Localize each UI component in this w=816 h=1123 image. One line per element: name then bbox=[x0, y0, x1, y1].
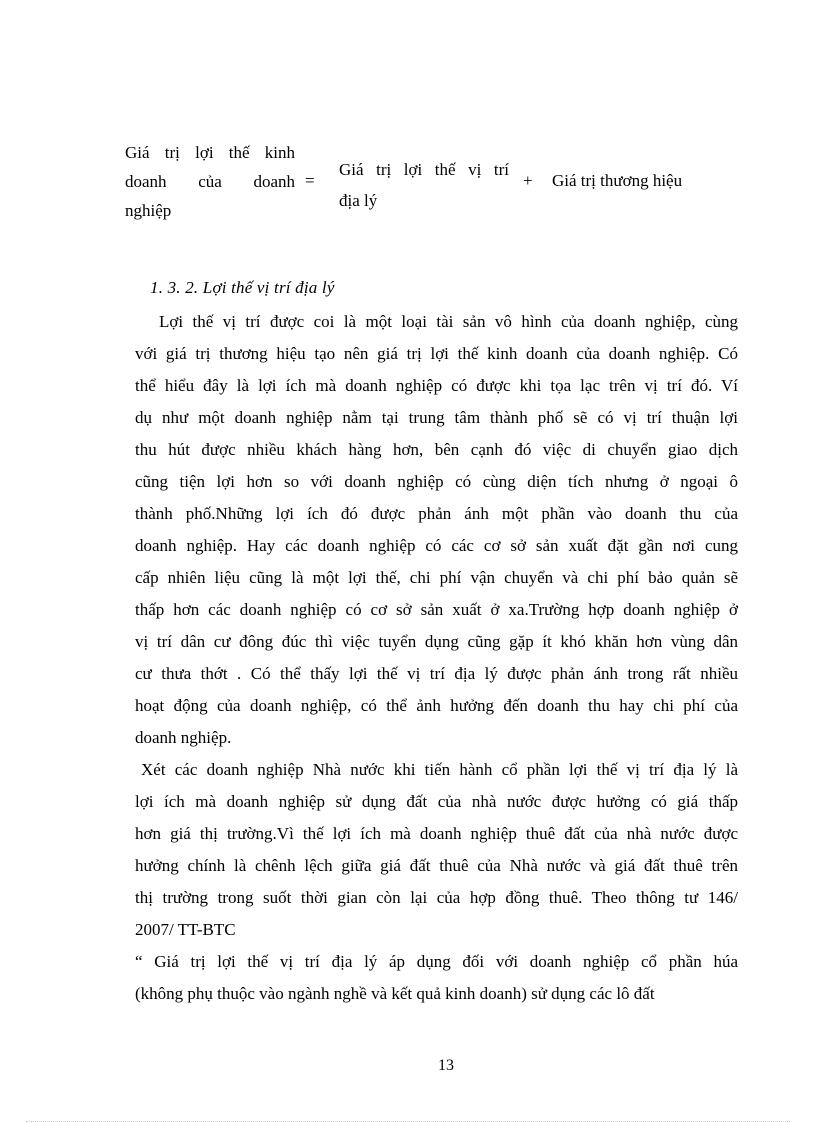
page-bottom-border bbox=[26, 1121, 790, 1122]
formula-lhs bbox=[125, 138, 295, 225]
body-line: 2007/ TT-BTC bbox=[135, 920, 236, 939]
formula-term-brand: Giá trị thương hiệu bbox=[552, 171, 683, 190]
body-line: hoạt động của doanh nghiệp, có thể ảnh hưởng đến doanh thu hay chi phí của bbox=[135, 696, 738, 715]
body-line: hưởng chính là chênh lệch giữa giá đất thuê của Nhà nước và giá đất thuê trên bbox=[135, 856, 738, 875]
body-line: doanh nghiệp. bbox=[135, 728, 232, 747]
formula-lhs-line: nghiệp bbox=[125, 201, 172, 220]
formula-block bbox=[125, 138, 725, 238]
body-line: thu hút được nhiều khách hàng hơn, bên cạnh đó việc di chuyển giao dịch bbox=[135, 440, 738, 459]
body-line: cũng tiện lợi hơn so với doanh nghiệp có cùng diện tích nhưng ở ngoại ô bbox=[135, 472, 738, 491]
body-line: doanh nghiệp. Hay các doanh nghiệp có các cơ sở sản xuất đặt gần nơi cung bbox=[135, 536, 738, 555]
formula-mid-line: Giá trị lợi thế vị trí bbox=[339, 160, 509, 179]
body-line: “ Giá trị lợi thế vị trí địa lý áp dụng đối với doanh nghiệp cổ phần húa bbox=[135, 952, 738, 971]
body-line: dụ như một doanh nghiệp nằm tại trung tâm thành phố sẽ có vị trí thuận lợi bbox=[135, 408, 738, 427]
body-text bbox=[135, 306, 738, 1010]
body-line: cư thưa thớt . Có thể thấy lợi thế vị trí địa lý được phản ánh trong rất nhiều bbox=[135, 664, 738, 683]
plus-sign: + bbox=[523, 171, 533, 190]
body-line: thể hiểu đây là lợi ích mà doanh nghiệp có được khi tọa lạc trên vị trí đó. Ví bbox=[135, 376, 738, 395]
body-line: thị trường trong suốt thời gian còn lại của hợp đồng thuê. Theo thông tư 146/ bbox=[135, 888, 738, 907]
body-line: thành phố.Những lợi ích đó được phản ánh một phần vào doanh thu của bbox=[135, 504, 738, 523]
body-line: (không phụ thuộc vào ngành nghề và kết quả kinh doanh) sử dụng các lô đất bbox=[135, 984, 655, 1003]
formula-term-location bbox=[339, 154, 509, 216]
section-heading: 1. 3. 2. Lợi thế vị trí địa lý bbox=[150, 278, 335, 297]
page-number: 13 bbox=[438, 1057, 454, 1074]
equals-sign: = bbox=[305, 171, 315, 190]
body-line: lợi ích mà doanh nghiệp sử dụng đất của nhà nước được hưởng có giá thấp bbox=[135, 792, 738, 811]
body-line: cấp nhiên liệu cũng là một lợi thế, chi phí vận chuyển và chi phí bảo quản sẽ bbox=[135, 568, 738, 587]
formula-mid-line: địa lý bbox=[339, 191, 378, 210]
body-line: Lợi thế vị trí được coi là một loại tài sản vô hình của doanh nghiệp, cùng bbox=[159, 312, 738, 331]
body-line: thấp hơn các doanh nghiệp có cơ sở sản xuất ở xa.Trường hợp doanh nghiệp ở bbox=[135, 600, 738, 619]
body-line: hơn giá thị trường.Vì thế lợi ích mà doanh nghiệp thuê đất của nhà nước được bbox=[135, 824, 738, 843]
formula-lhs-line: Giá trị lợi thế kinh bbox=[125, 143, 295, 162]
body-line: với giá trị thương hiệu tạo nên giá trị lợi thế kinh doanh của doanh nghiệp. Có bbox=[135, 344, 738, 363]
body-line: Xét các doanh nghiệp Nhà nước khi tiến hành cổ phần lợi thế vị trí địa lý là bbox=[141, 760, 738, 779]
formula-lhs-line: doanh của doanh bbox=[125, 172, 295, 191]
body-line: vị trí dân cư đông đúc thì việc tuyển dụng cũng gặp ít khó khăn hơn vùng dân bbox=[135, 632, 738, 651]
